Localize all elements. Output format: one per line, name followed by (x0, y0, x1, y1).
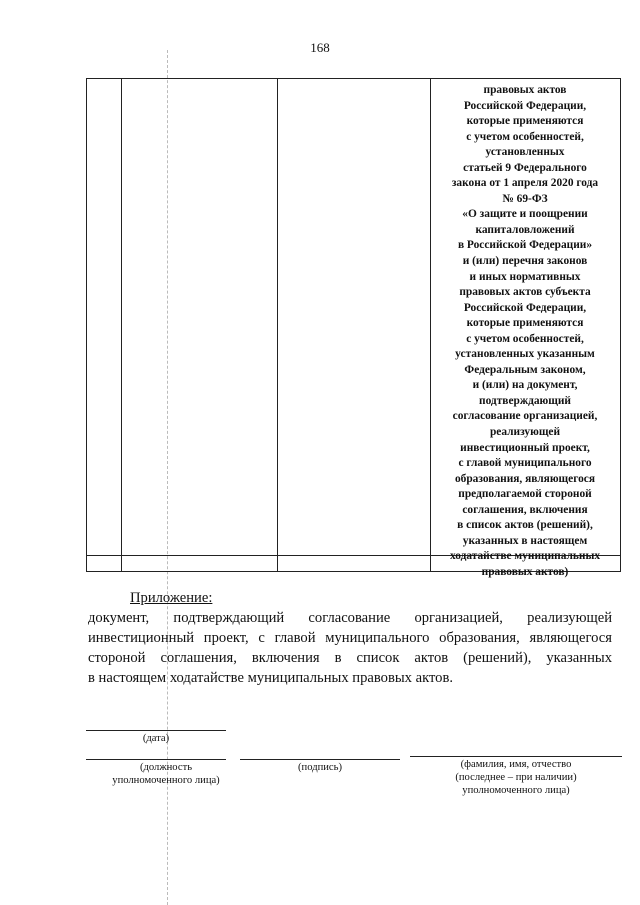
position-caption-line: уполномоченного лица) (112, 775, 220, 786)
page-number: 168 (310, 40, 330, 55)
appendix-heading: Приложение: (130, 590, 213, 606)
cell-line: правовых актов субъекта (459, 286, 591, 299)
cell-line: которые применяются (466, 115, 584, 128)
cell-line: ходатайстве муниципальных (449, 550, 601, 563)
cell-line: подтверждающий (479, 394, 571, 407)
signature-caption: (подпись) (298, 762, 342, 773)
cell-line: установленных указанным (455, 348, 595, 361)
cell-line: № 69-ФЗ (502, 192, 548, 205)
date-caption: (дата) (142, 733, 170, 744)
cell-line: образования, являющегося (454, 472, 596, 485)
table-column-divider (121, 79, 122, 571)
name-caption-line: уполномоченного лица) (462, 785, 570, 796)
appendix-body (88, 608, 612, 688)
cell-line: закона от 1 апреля 2020 года (451, 177, 599, 190)
name-line (410, 756, 622, 757)
cell-line: с главой муниципального (458, 457, 592, 470)
name-caption-line: (фамилия, имя, отчество (460, 759, 572, 770)
cell-line: которые применяются (466, 317, 584, 330)
signature-line (240, 759, 400, 760)
cell-line: предполагаемой стороной (458, 488, 592, 501)
cell-line: и (или) на документ, (472, 379, 578, 392)
table-column-divider (277, 79, 278, 571)
date-line (86, 730, 226, 731)
appendix-line: инвестиционный проект, с главой муниципального образования, являющегося (88, 630, 612, 646)
cell-line: и (или) перечня законов (462, 255, 588, 268)
cell-line: согласование организацией, (452, 410, 598, 423)
cell-line: установленных (485, 146, 565, 159)
cell-line: и иных нормативных (469, 270, 581, 283)
cell-line: реализующей (489, 426, 561, 439)
position-line (86, 759, 226, 760)
cell-line: правовых актов (483, 84, 567, 96)
appendix-line: документ, подтверждающий согласование организацией, реализующей (88, 610, 612, 626)
appendix-line: в настоящем ходатайстве муниципальных правовых актов. (88, 670, 453, 686)
appendix-line: стороной соглашения, включения в список актов (решений), указанных (88, 650, 612, 666)
table-cell-text (434, 83, 616, 581)
cell-line: правовых актов) (481, 565, 569, 578)
cell-line: инвестиционный проект, (460, 441, 590, 454)
cell-line: статьей 9 Федерального (463, 161, 587, 174)
cell-line: «О защите и поощрении (462, 208, 588, 221)
cell-line: капиталовложений (475, 223, 575, 236)
cell-line: Российской Федерации, (463, 99, 587, 112)
cell-line: Российской Федерации, (463, 301, 587, 314)
cell-line: указанных в настоящем (462, 534, 588, 547)
document-table (86, 78, 621, 578)
cell-line: в Российской Федерации» (457, 239, 593, 252)
table-column-divider (430, 79, 431, 571)
cell-line: с учетом особенностей, (466, 332, 584, 345)
cell-line: Федеральным законом, (464, 363, 586, 376)
position-caption (86, 761, 246, 787)
name-caption (410, 758, 622, 797)
cell-line: соглашения, включения (462, 503, 588, 516)
position-caption-line: (должность (139, 762, 193, 773)
name-caption-line: (последнее – при наличии) (455, 772, 577, 783)
cell-line: с учетом особенностей, (466, 130, 584, 143)
cell-line: в список актов (решений), (457, 519, 593, 532)
